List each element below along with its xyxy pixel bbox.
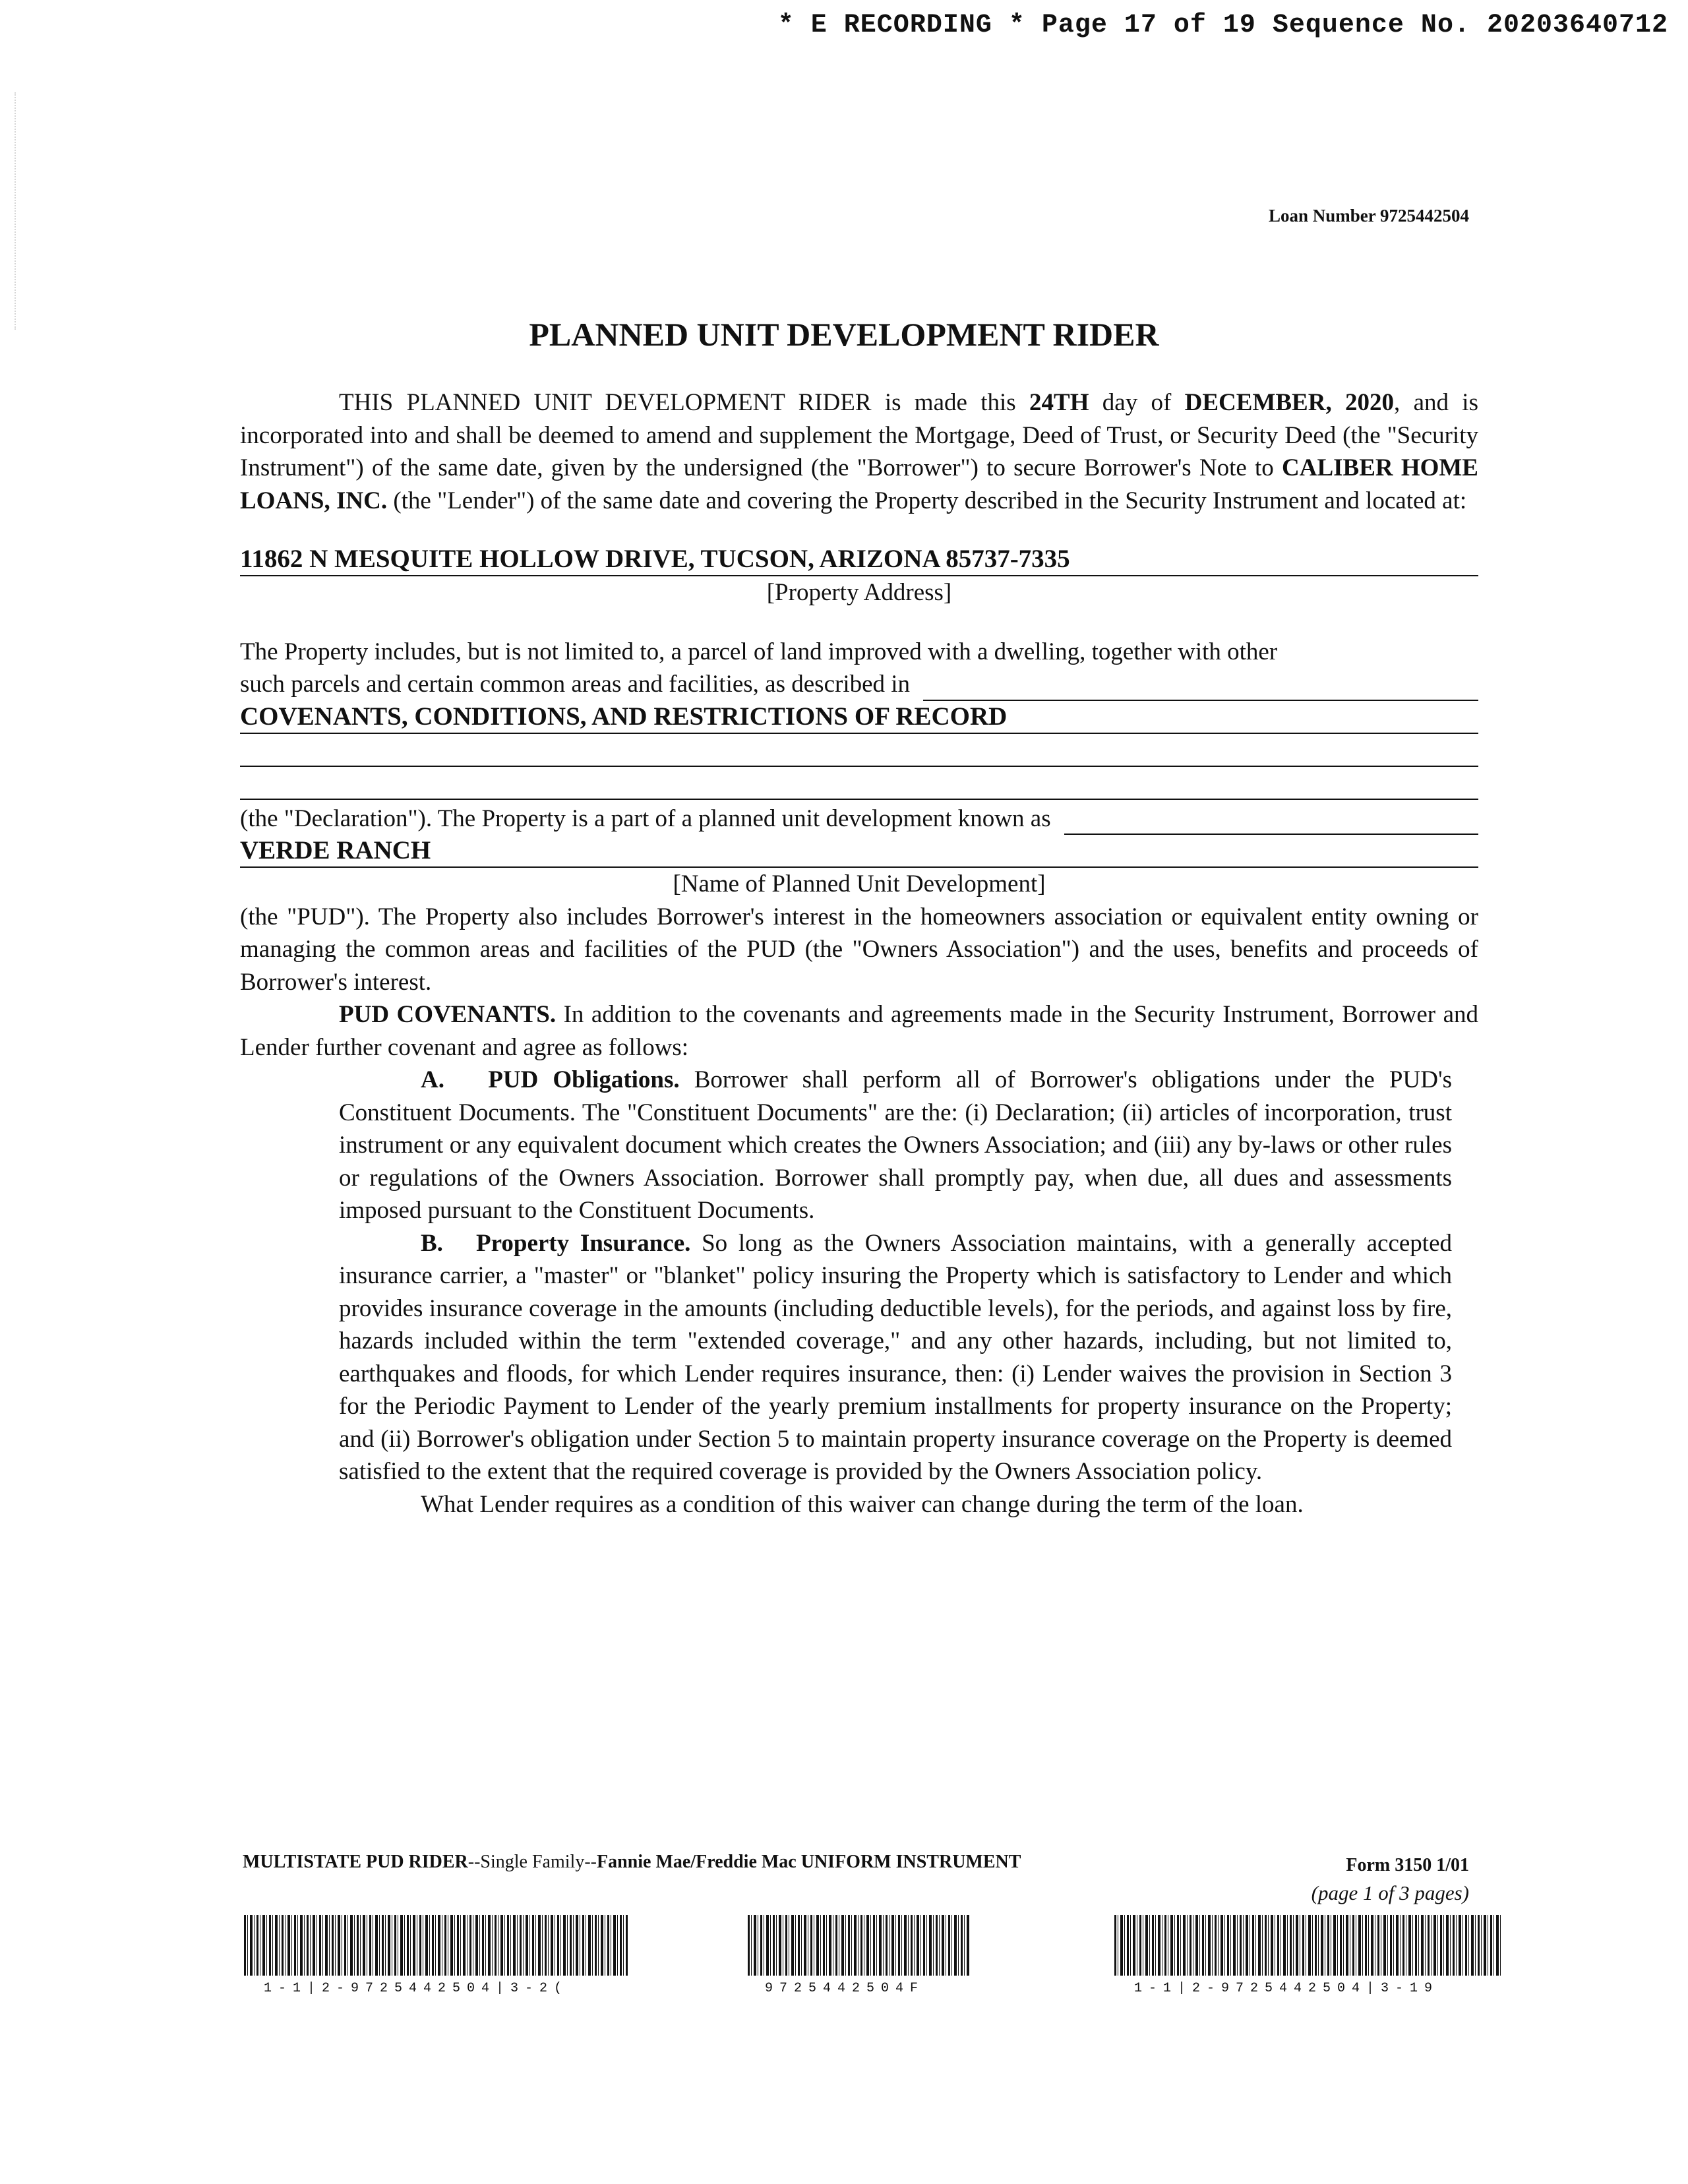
section-a-text: Borrower shall perform all of Borrower's obligations under the PUD's Constituent Documents. The "Constituent Documents" are the: (i) Declaration; (ii) articles of incorporation, trust instrument or any equivalent document which creates the Owners Association; and (iii) any by-laws or other rules or regulations of the Owners Association. Borrower shall promptly pay, when due, all dues and assessments imposed pursuant to the Constituent Documents. [339, 1066, 1453, 1224]
declaration-text: (the "Declaration"). The Property is a part of a planned unit development known as [240, 804, 1051, 832]
section-a-letter: A. [421, 1066, 444, 1093]
form-title-bold: MULTISTATE PUD RIDER [243, 1852, 468, 1872]
form-title-mid: --Single Family-- [467, 1852, 597, 1872]
document-body [240, 386, 1478, 1521]
covenants-paragraph [240, 998, 1478, 1064]
property-text-2-line [240, 668, 1478, 701]
intro-text-a: THIS PLANNED UNIT DEVELOPMENT RIDER is made this [339, 389, 1030, 416]
form-number: Form 3150 1/01 [1346, 1855, 1469, 1875]
form-title-end: Fannie Mae/Freddie Mac UNIFORM INSTRUMENT [596, 1852, 1021, 1872]
section-a-heading: PUD Obligations. [488, 1066, 680, 1093]
barcode-middle-text: 9725442504F [765, 1981, 925, 1996]
barcode-left [244, 1915, 628, 1976]
section-b-waiver: What Lender requires as a condition of this waiver can change during the term of the loan. [421, 1490, 1304, 1518]
intro-date: DECEMBER, 2020 [1184, 389, 1395, 416]
barcode-middle [748, 1915, 969, 1976]
blank-line [240, 734, 1478, 767]
blank-line [240, 767, 1478, 800]
pud-name-caption: [Name of Planned Unit Development] [673, 870, 1046, 897]
declaration-document: COVENANTS, CONDITIONS, AND RESTRICTIONS OF RECORD [240, 701, 1478, 734]
intro-day: 24TH [1029, 389, 1089, 416]
section-b-letter: B. [421, 1229, 443, 1257]
form-title [243, 1852, 1021, 1873]
intro-text-c: , and is incorporated into and shall be deemed to amend and supplement the Mortgage, Deed of Trust, or Security Deed (the "Security Instrument") of the same date, given by the undersigned (the "Borrower") to secure Borrower's Note to [240, 389, 1478, 481]
section-b-heading: Property Insurance. [476, 1229, 691, 1257]
scan-edge-marks [15, 92, 18, 330]
section-b-text: So long as the Owners Association maintains, with a generally accepted insurance carrier, a "master" or "blanket" policy insuring the Property which is satisfactory to Lender and which provides insurance coverage in the amounts (including deductible levels), for the periods, and against loss by fire, hazards included within the term "extended coverage," and any other hazards, including, but not limited to, earthquakes and floods, for which Lender requires insurance, then: (i) Lender waives the provision in Section 3 for the Periodic Payment to Lender of the yearly premium installments for property insurance on the Property; and (ii) Borrower's obligation under Section 5 to maintain property insurance coverage on the Property is deemed satisfied to the extent that the required coverage is provided by the Owners Association policy. [339, 1229, 1452, 1485]
pud-name: VERDE RANCH [240, 835, 1478, 868]
covenants-heading: PUD COVENANTS. [339, 1001, 557, 1028]
page-count: (page 1 of 3 pages) [1311, 1881, 1469, 1904]
property-address: 11862 N MESQUITE HOLLOW DRIVE, TUCSON, ARIZONA 85737-7335 [240, 543, 1478, 576]
loan-number: Loan Number 9725442504 [1268, 206, 1469, 226]
covenants-text: In addition to the covenants and agreements made in the Security Instrument, Borrower and Lender further covenant and agree as follows: [240, 1001, 1479, 1061]
blank-fill-line [923, 676, 1478, 701]
pud-paragraph: (the "PUD"). The Property also includes Borrower's interest in the homeowners association or equivalent entity owning or managing the common areas and facilities of the PUD (the "Owners Association") and the uses, benefits and proceeds of Borrower's interest. [240, 903, 1478, 996]
declaration-line [240, 803, 1478, 835]
property-text-2: such parcels and certain common areas and facilities, as described in [240, 671, 911, 698]
section-b [339, 1227, 1452, 1521]
intro-lender: CALIBER HOME LOANS, INC. [240, 454, 1478, 514]
intro-text-d: (the "Lender") of the same date and covering the Property described in the Security Instrument and located at: [387, 487, 1467, 514]
property-text-1: The Property includes, but is not limited to, a parcel of land improved with a dwelling, together with other [240, 638, 1278, 665]
intro-paragraph [240, 386, 1478, 517]
section-a [339, 1064, 1452, 1227]
intro-text-b: day of [1089, 389, 1185, 416]
barcode-left-text: 1-1|2-9725442504|3-2( [264, 1981, 569, 1996]
blank-fill-line [1064, 810, 1478, 835]
property-address-caption: [Property Address] [766, 579, 952, 606]
form-info [1311, 1852, 1469, 1907]
document-title: PLANNED UNIT DEVELOPMENT RIDER [529, 316, 1159, 353]
recording-header: * E RECORDING * Page 17 of 19 Sequence No. 20203640712 [777, 11, 1668, 40]
barcode-right [1114, 1915, 1501, 1976]
barcode-right-text: 1-1|2-9725442504|3-19 [1134, 1981, 1439, 1996]
